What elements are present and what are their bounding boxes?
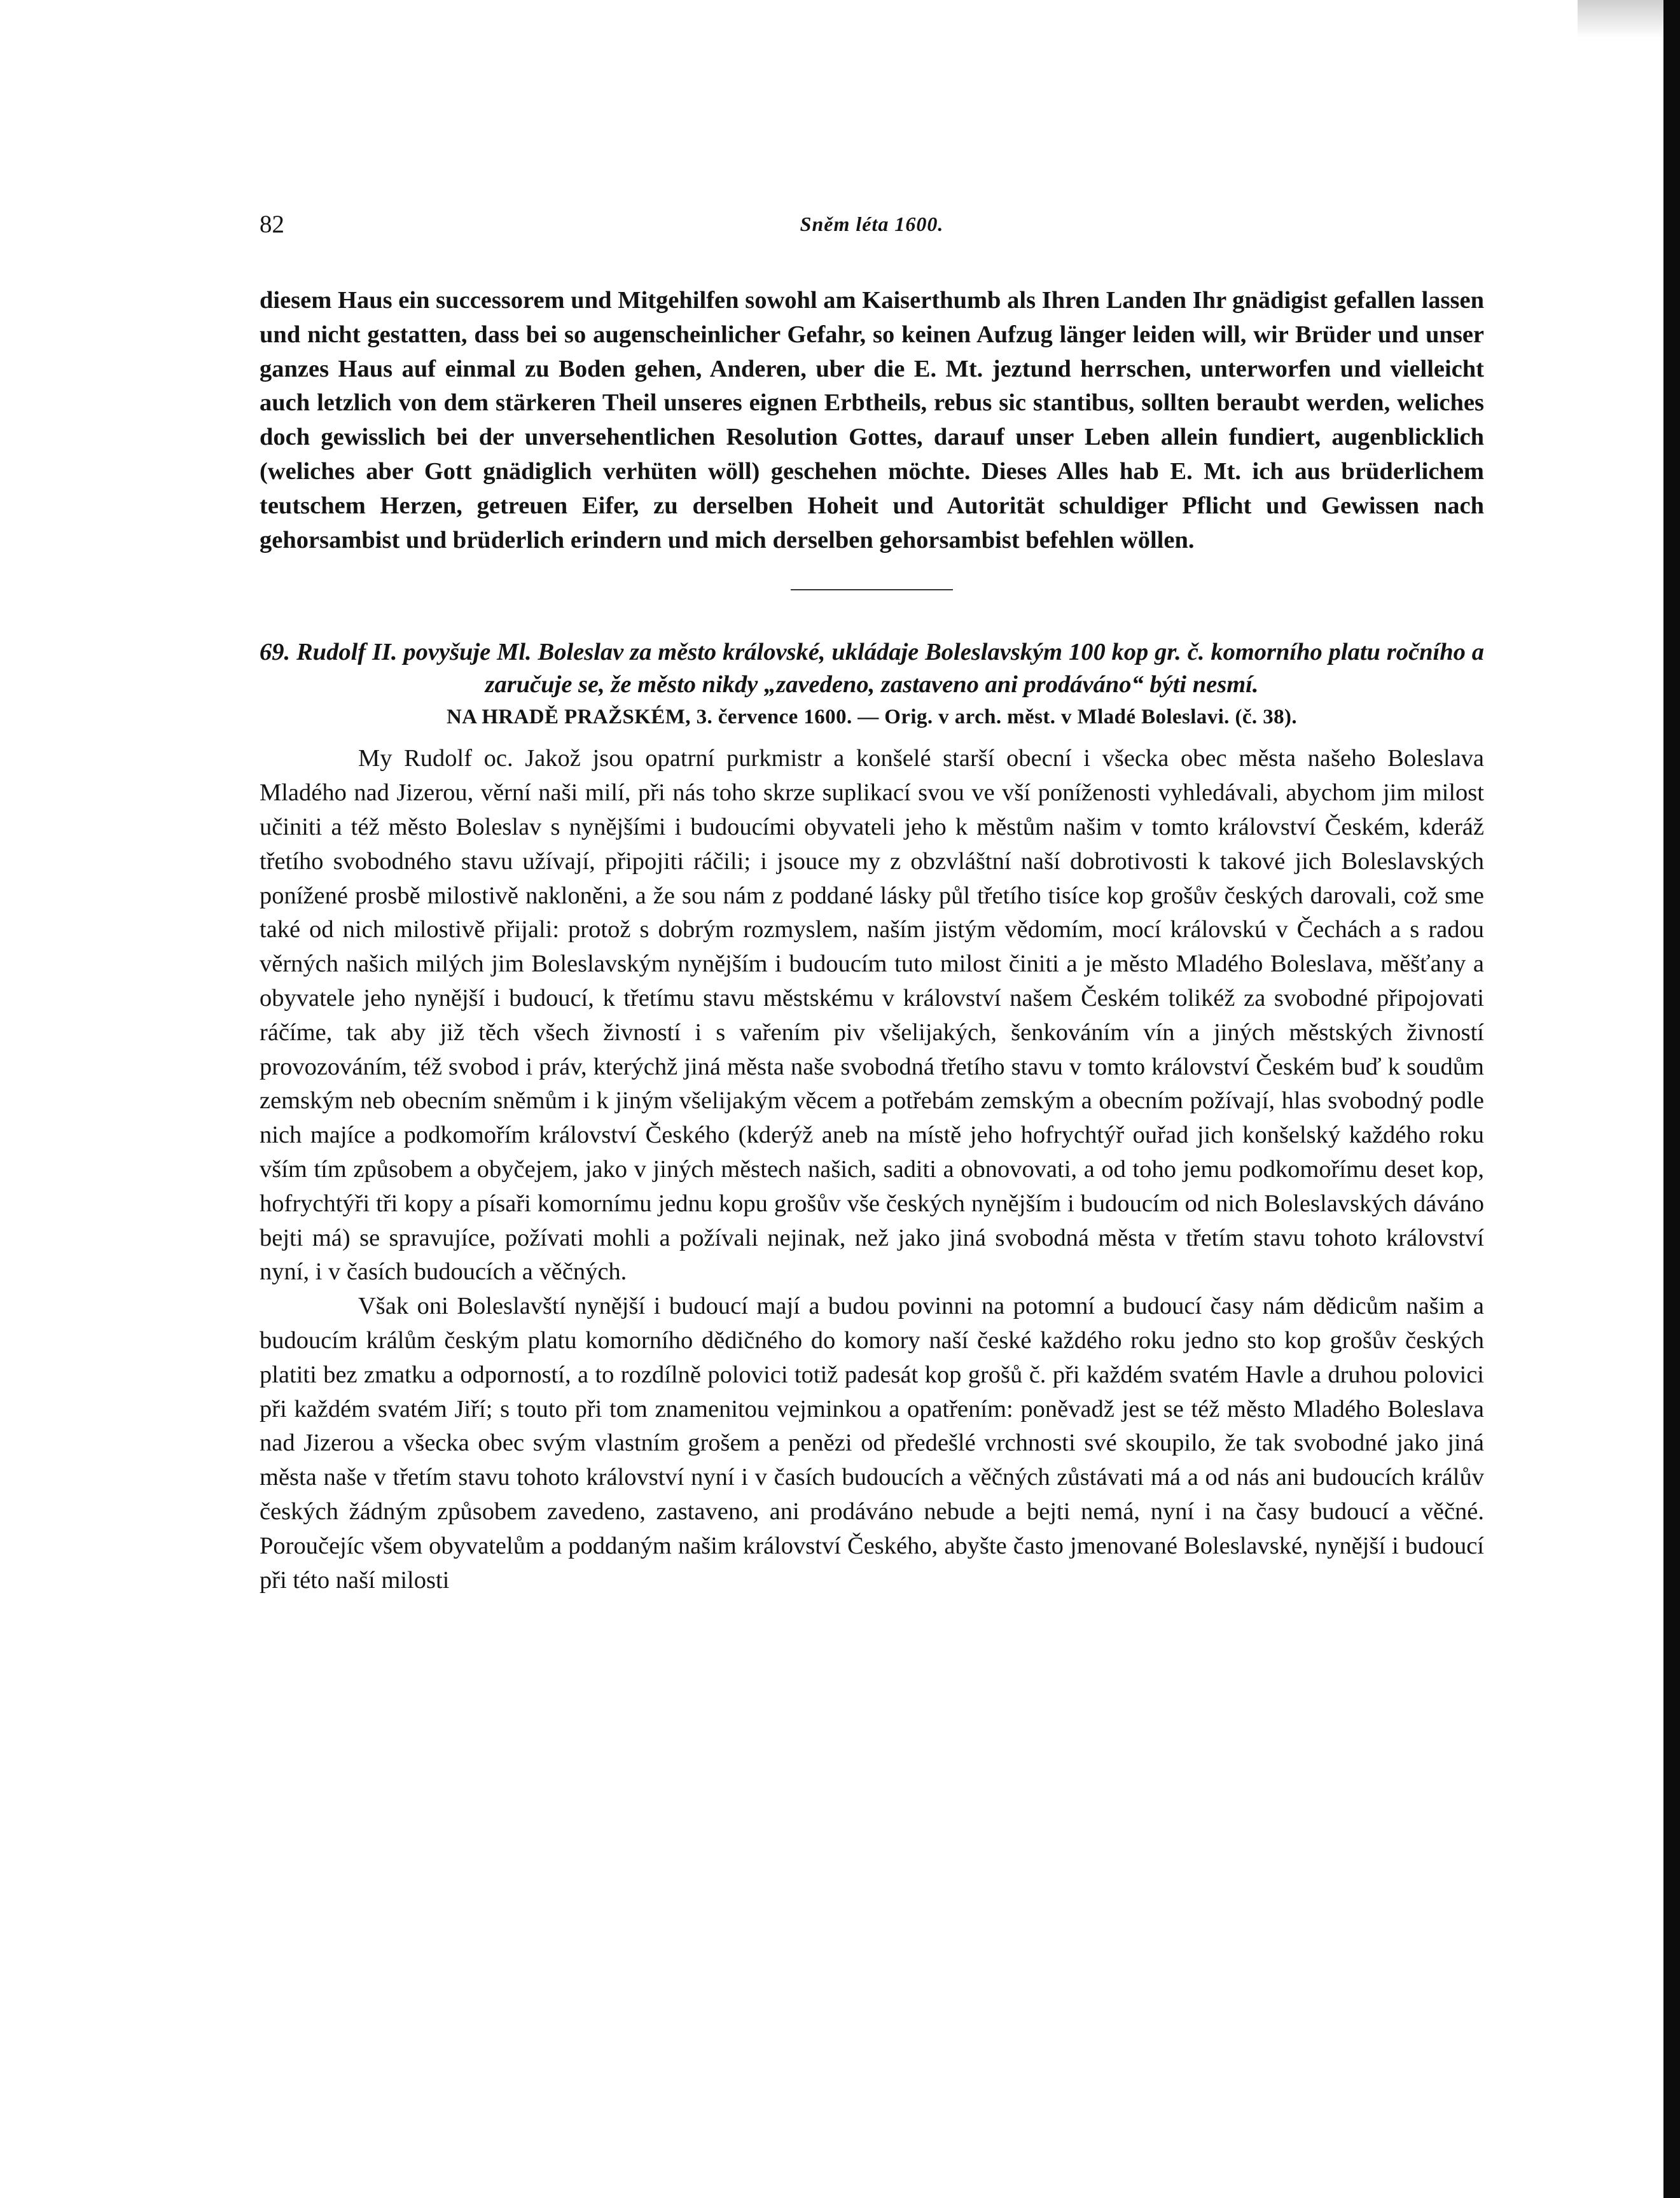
book-page xyxy=(260,210,1484,1597)
letter-end-paragraph: diesem Haus ein successorem und Mitgehilfen sowohl am Kaiserthumb als Ihren Landen Ihr gnädigist gefallen lassen und nicht gestatten, dass bei so augenscheinlicher Gefahr, so keinen Aufzug länger leiden will, wir Brüder und unser ganzes Haus auf einmal zu Boden gehen, Anderen, uber die E. Mt. jeztund herrschen, unterworfen und vielleicht auch letzlich von dem stärkeren Theil unseres eignen Erbtheils, rebus sic stantibus, sollten beraubt werden, weliches doch gewisslich bei der unversehentlichen Resolution Gottes, darauf unser Leben allein fundiert, augenblicklich (weliches aber Gott gnädiglich verhüten wöll) geschehen möchte. Dieses Alles hab E. Mt. ich aus brüderlichem teutschem Herzen, getreuen Eifer, zu derselben Hoheit und Autorität schuldiger Pflicht und Gewissen nach gehorsambist und brüderlich erindern und mich derselben gehorsambist befehlen wöllen. xyxy=(260,287,1484,553)
document-heading: 69. Rudolf II. povyšuje Ml. Boleslav za město královské, ukládaje Boleslavským 100 kop gr. č. komorního platu ročního a zaručuje se, že město nikdy „zavedeno, zastaveno ani prodáváno“ býti nesmí. xyxy=(260,639,1484,699)
document-paragraph-1: My Rudolf oc. Jakož jsou opatrní purkmistr a konšelé starší obecní i všecka obec města našeho Boleslava Mladého nad Jizerou, věrní naši milí, při nás toho skrze suplikací svou ve vší poníženosti vyhledávali, abychom jim milost učiniti a též město Boleslav s nynějšími i budoucími obyvateli jeho k městům našim v tomto království Českém, kderáž třetího svobodného stavu užívají, připojiti ráčili; i jsouce my z obzvláštní naší dobrotivosti k takové jich Boleslavských ponížené prosbě milostivě nakloněni, a že sou nám z poddané lásky půl třetího tisíce kop grošův českých darovali, což sme také od nich milostivě přijali: protož s dobrým rozmyslem, naším jistým vědomím, mocí královskú v Čechách a s radou věrných našich milých jim Boleslavským nynějším i budoucím tuto milost činiti a je město Mladého Boleslava, měšťany a obyvatele jeho nynější i budoucí, k třetímu stavu městskému v království našem Českém tolikéž za svobodné připojovati ráčíme, tak aby již těch všech živností i s vařením piv všelijakých, šenkováním vín a jiných městských živností provozováním, též svobod i práv, kterýchž jiná města naše svobodná třetího stavu v tomto království Českém buď k soudům zemským neb obecním sněmům i k jiným všelijakým věcem a potřebám zemským a obecním požívají, hlas svobodný podle nich majíce a podkomořím království Českého (kderýž aneb na místě jeho hofrychtýř ouřad jich konšelský každého roku vším tím způsobem a obyčejem, jako v jiných městech našich, saditi a obnovovati, a od toho jemu podkomořímu deset kop, hofrychtýři tři kopy a písaři komornímu jednu kopu grošův vše českých nynějším i budoucím od nich Boleslavských dáváno bejti má) se spravujíce, požívati mohli a požívali nejinak, než jako jiná svobodná města v třetím stavu tohoto království nyní, i v časích budoucích a věčných. xyxy=(260,745,1484,1286)
scan-shadow xyxy=(1578,0,1663,38)
page-header xyxy=(260,210,1484,238)
scan-border xyxy=(1663,0,1680,2198)
page-number: 82 xyxy=(260,211,284,238)
running-title: Sněm léta 1600. xyxy=(800,212,944,235)
document-body xyxy=(260,742,1484,1597)
document-paragraph-2: Však oni Boleslavští nynější i budoucí mají a budou povinni na potomní a budoucí časy nám dědicům našim a budoucím králům českým platu komorního dědičného do komory naší české každého roku jedno sto kop grošův českých platiti bez zmatku a odporností, a to rozdílně polovici totiž padesát kop grošů č. při každém svatém Havle a druhou polovici při každém svatém Jiří; s touto při tom znamenitou vejminkou a opatřením: poněvadž jest se též město Mladého Boleslava nad Jizerou a všecka obec svým vlastním grošem a penězi od předešlé vrchnosti své skoupilo, že tak svobodné jako jiná města naše v třetím stavu tohoto království nyní i v časích budoucích a věčných zůstávati má a od nás ani budoucích králův českých žádným způsobem zavedeno, zastaveno, ani prodáváno nebude a bejti nemá, nyní i na časy budoucí a věčné. Poroučejíc všem obyvatelům a poddaným našim království Českého, abyšte často jmenované Boleslavské, nynější i budoucí při této naší milosti xyxy=(260,1293,1484,1594)
section-divider xyxy=(791,589,953,590)
document-source: NA HRADĚ PRAŽSKÉM, 3. července 1600. — Orig. v arch. měst. v Mladé Boleslavi. (č. 38). xyxy=(446,706,1298,729)
